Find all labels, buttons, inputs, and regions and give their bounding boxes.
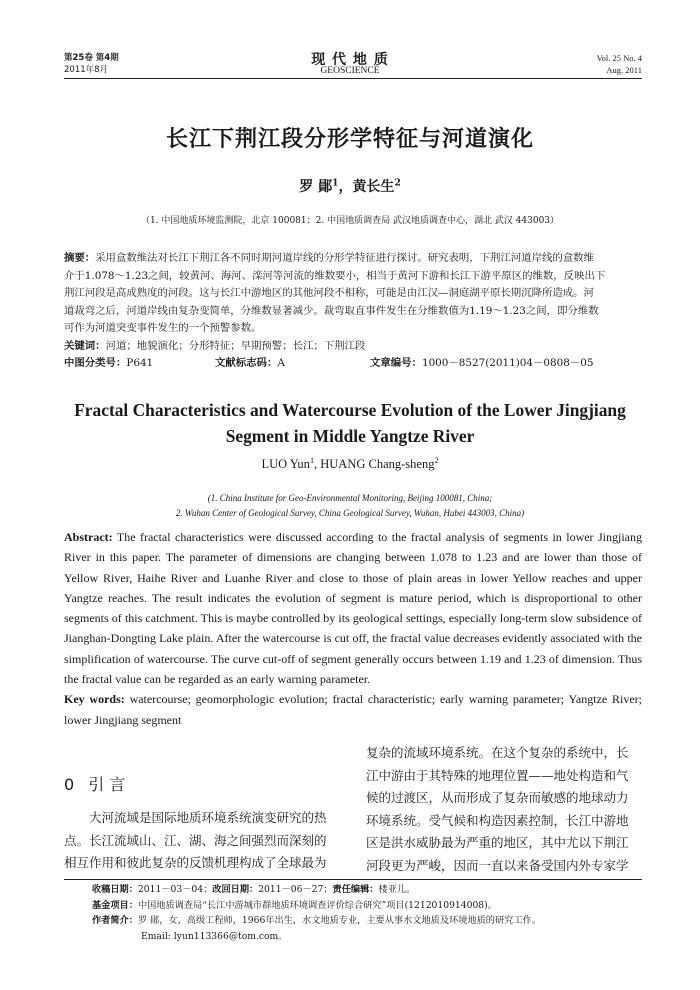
abstract-cn-line: 道裁弯之后，河道岸线由复杂变简单，分维数显著减少。裁弯取直事件发生在分维数值为1.19～1.23之间，即分维数 (64, 304, 599, 317)
affiliation-cn: （1. 中国地质环境监测院，北京 100081；2. 中国地质调查局 武汉地质调查中心，湖北 武汉 443003） (140, 216, 560, 226)
abstract-cn-label: 摘要： (64, 252, 96, 264)
body-left-column (64, 807, 349, 875)
article-number-label: 文章编号： (370, 357, 422, 369)
abstract-cn-line: 介于1.078～1.23之间，较黄河、海河、滦河等河流的维数要小，相当于黄河下游和长江下游平原区的维数，反映出下 (64, 269, 606, 282)
keywords-cn-label: 关键词： (64, 339, 106, 352)
authors-en (0, 457, 700, 472)
author-email: Email: lyun113366@tom.com。 (141, 930, 288, 942)
author2-cn: 黄长生 (352, 179, 395, 195)
author2-en-sup: 2 (434, 455, 439, 465)
body-right-column (366, 742, 648, 877)
abstract-cn (64, 250, 644, 373)
author1-cn-sup: 1 (332, 177, 339, 189)
keywords-cn: 河道；地貌演化；分形特征；早期预警；长江；下荆江段 (105, 339, 366, 352)
abstract-cn-line: 荆江河段是高成熟度的河段。这与长江中游地区的其他河段不相称，可能是由江汉—洞庭湖平原长期沉降所造成。河 (64, 287, 594, 299)
footnote-rule (64, 879, 642, 880)
affiliation-en-line: (1. China Institute for Geo-Environmental Monitoring, Beijing 100081, China; (207, 493, 493, 503)
title-en-line: Fractal Characteristics and Watercourse Evolution of the Lower Jingjiang (74, 400, 626, 420)
header-volume-cn: 第25卷 第4期 (64, 53, 119, 63)
clc-value: P641 (126, 357, 154, 369)
fund-text: 中国地质调查局“长江中游城市群地质环境调查评价综合研究”项目(1212010914008)。 (137, 899, 497, 911)
revised-label: 改回日期： (212, 884, 259, 895)
author-bio-label: 作者简介： (92, 915, 138, 926)
author-sep-cn: ， (338, 179, 353, 195)
journal-title-cn: 现 代 地 质 (311, 52, 389, 68)
title-en-line: Segment in Middle Yangtze River (225, 426, 475, 446)
footnotes (92, 882, 642, 944)
body-line: 候的过渡区，从而形成了复杂而敏感的地球动力 (366, 790, 629, 805)
editor-name: 楼亚儿。 (378, 884, 416, 895)
keywords-en-label: Key words: (64, 692, 125, 707)
abstract-cn-line: 可作为河道突变事件发生的一个预警参数。 (64, 322, 262, 334)
body-line: 点。长江流域山、江、湖、海之间强烈而深刻的 (64, 832, 327, 848)
authors-cn (0, 176, 700, 196)
clc-label: 中图分类号： (64, 357, 127, 369)
header-date-en: Aug. 2011 (606, 65, 642, 75)
title-cn: 长江下荆江段分形学特征与河道演化 (165, 127, 534, 152)
abstract-en-label: Abstract: (64, 530, 113, 544)
doc-code-label: 文献标志码： (215, 357, 278, 369)
fund-label: 基金项目： (92, 899, 138, 911)
section-number: 0 (64, 775, 75, 794)
header-date-cn: 2011年8月 (64, 65, 109, 75)
received-date: 2011－03－04； (137, 884, 213, 895)
body-line: 相互作用和彼此复杂的反馈机理构成了全球最为 (64, 855, 327, 870)
affiliation-en-line: 2. Wuhan Center of Geological Survey, China Geological Survey, Wuhan, Hubei 443003, China) (175, 508, 525, 518)
author-bio-text: 罗 鄖，女，高级工程师，1966年出生，水文地质专业，主要从事水文地质及环境地质的研究工作。 (137, 915, 541, 926)
body-line: 大河流域是国际地质环境系统演变研究的热 (89, 810, 327, 825)
clc-field (64, 355, 153, 373)
section-title: 引 言 (88, 775, 126, 794)
section-heading (64, 772, 125, 795)
header-volume-en: Vol. 25 No. 4 (596, 53, 642, 63)
author2-en: HUANG Chang-sheng (320, 457, 435, 471)
title-en (0, 397, 700, 449)
abstract-en (64, 527, 642, 730)
received-label: 收稿日期： (92, 884, 138, 895)
journal-title-en: GEOSCIENCE (320, 66, 380, 76)
body-line: 环境系统。受气候和构造因素控制，长江中游地 (366, 812, 629, 828)
author1-en: LUO Yun (261, 457, 310, 471)
article-number-value: 1000－8527(2011)04－0808－05 (421, 357, 594, 369)
author1-en-sup: 1 (309, 455, 314, 465)
author1-cn: 罗 鄖 (299, 179, 333, 195)
body-line: 区是洪水威胁最为严重的地区，其中尤以下荆江 (366, 835, 629, 850)
body-line: 河段更为严峻，因而一直以来备受国内外专家学 (366, 857, 629, 873)
author-sep-en: , (314, 457, 321, 471)
editor-label: 责任编辑： (332, 884, 379, 895)
doc-code-value: A (277, 357, 285, 369)
classification-row (64, 355, 644, 373)
body-line: 复杂的流域环境系统。在这个复杂的系统中，长 (366, 745, 629, 760)
keywords-en-text: watercourse; geomorphologic evolution; fractal characteristic; early warning parameter; Yangtze River; lower Jingjiang segment (64, 692, 643, 727)
doc-code-field (215, 355, 285, 373)
author2-cn-sup: 2 (394, 177, 401, 189)
abstract-en-text: The fractal characteristics were discussed according to the fractal analysis of segments in lower Jingjiang River in this paper. The parameter of dimensions are changing between 1.078 to 1.23 and are lower than those of Yellow River, Haihe River and Luanhe River and close to those of plain areas in lower Yellow reaches and upper Yangtze reaches. The result indicates the evolution of segment is mature period, which is disproportional to other segments of this catchment. This is maybe controlled by its geological settings, especially long-term slow subsidence of Jianghan-Dongting Lake plain. After the watercourse is cut off, the fractal value decreases evidently associated with the simplification of watercourse. The curve cut-off of segment generally occurs between 1.19 and 1.23 of dimension. Thus the fractal value can be regarded as an early warning parameter. (64, 530, 642, 687)
abstract-cn-line: 采用盒数维法对长江下荆江各不同时期河道岸线的分形学特征进行探讨。研究表明，下荆江河道岸线的盒数维 (95, 252, 594, 264)
article-number-field (370, 355, 593, 373)
revised-date: 2011－06－27； (258, 884, 333, 895)
affiliation-en (0, 491, 700, 521)
header-rule (64, 78, 642, 79)
body-line: 江中游由于其特殊的地理位置——地处构造和气 (366, 767, 629, 783)
